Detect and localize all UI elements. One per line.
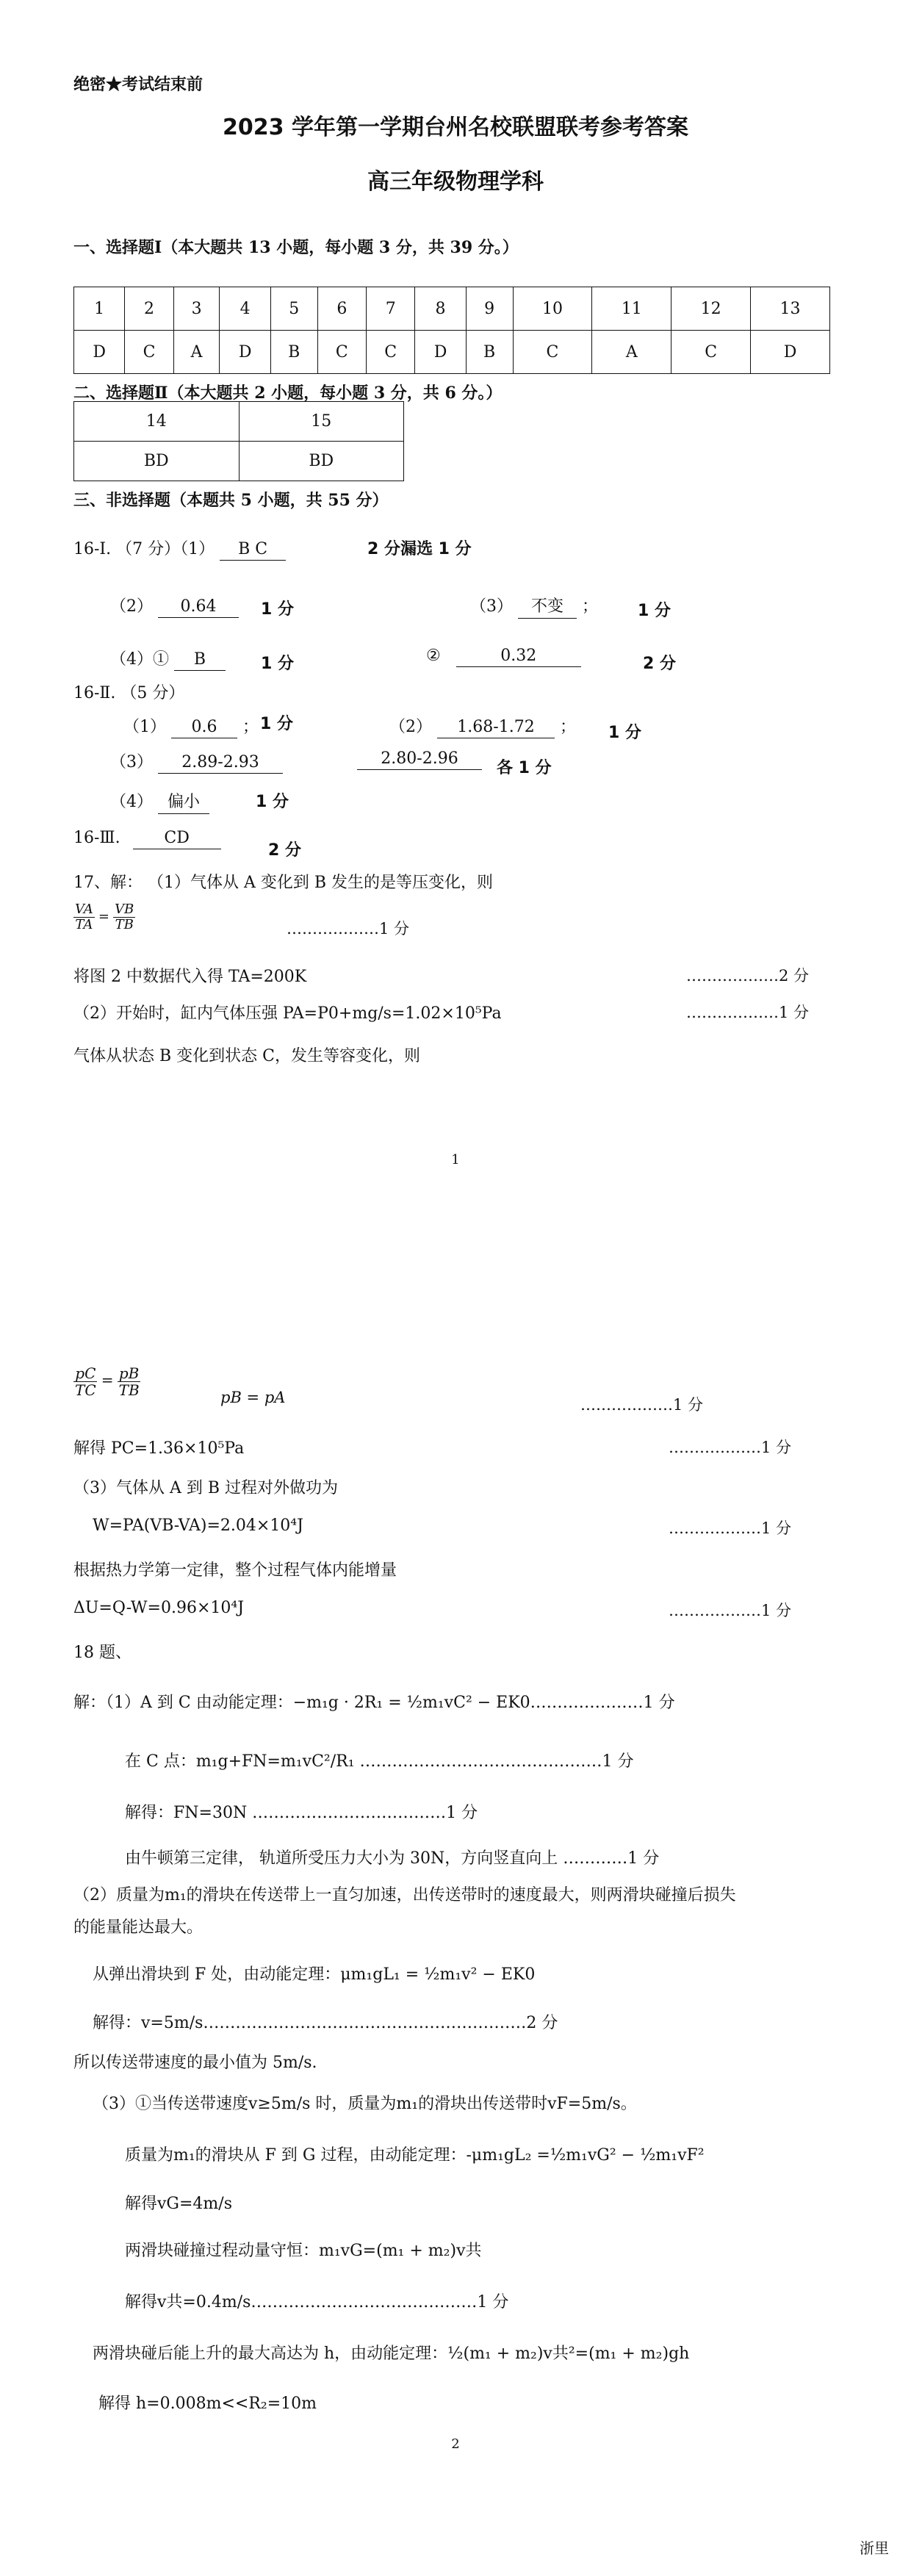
q17-relation: pB = pA bbox=[220, 1389, 286, 1406]
q16-2-label-3: （3） bbox=[110, 753, 153, 771]
q16-2-score-2: 1 分 bbox=[608, 724, 641, 742]
q17-line-1: 17、解： （1）气体从 A 变化到 B 发生的是等压变化，则 bbox=[73, 874, 494, 892]
table-cell: 9 bbox=[466, 287, 513, 331]
table-cell: 5 bbox=[270, 287, 317, 331]
q16-1-label-2: （2） bbox=[110, 597, 153, 616]
table-row-answers bbox=[74, 331, 830, 374]
q18-line-10: （3）①当传送带速度v≥5m/s 时，质量为m₁的滑块出传送带时vF=5m/s。 bbox=[93, 2095, 637, 2113]
table-cell: D bbox=[74, 331, 125, 374]
q16-2-line-4 bbox=[110, 789, 209, 814]
q16-3-line bbox=[73, 829, 221, 849]
fraction-denominator: TB bbox=[115, 916, 134, 932]
equals-sign: = bbox=[101, 1371, 114, 1389]
table-cell: C bbox=[671, 331, 751, 374]
section2-heading: 二、选择题Ⅱ（本大题共 2 小题，每小题 3 分，共 6 分。） bbox=[73, 384, 503, 403]
q16-1-sep-3: ； bbox=[582, 597, 599, 616]
table-cell: D bbox=[751, 331, 830, 374]
q18-line-11: 质量为m₁的滑块从 F 到 G 过程，由动能定理：-μm₁gL₂ =½m₁vG² − ½m₁vF² bbox=[125, 2146, 705, 2165]
q18-line-9: 所以传送带速度的最小值为 5m/s. bbox=[73, 2054, 317, 2072]
q17-line-4: 气体从状态 B 变化到状态 C，发生等容变化，则 bbox=[73, 1047, 420, 1065]
table-cell: C bbox=[125, 331, 173, 374]
q17-line-8: 根据热力学第一定律，整个过程气体内能增量 bbox=[73, 1561, 397, 1580]
q16-1-score-1: 2 分漏选 1 分 bbox=[367, 540, 472, 558]
q16-1-score-4b: 2 分 bbox=[643, 655, 676, 673]
section2-answer-table bbox=[73, 401, 404, 481]
table-cell: 11 bbox=[592, 287, 671, 331]
page-number-1: 1 bbox=[451, 1152, 460, 1168]
q16-2-score-3: 各 1 分 bbox=[497, 759, 552, 777]
q17-score-5: ………………1 分 bbox=[669, 1439, 792, 1456]
q16-3-label: 16-Ⅲ. bbox=[73, 829, 120, 847]
q16-1-answer-4b: 0.32 bbox=[456, 647, 581, 667]
q16-2-score-4: 1 分 bbox=[256, 793, 289, 811]
q18-line-14: 解得v共=0.4m/s……………………………………1 分 bbox=[125, 2293, 509, 2311]
table-cell: 10 bbox=[513, 287, 592, 331]
q17-formula-1 bbox=[73, 902, 135, 932]
table-cell: BD bbox=[239, 442, 404, 481]
q16-2-label-2: （2） bbox=[389, 718, 432, 736]
q16-2-label-1: （1） bbox=[123, 718, 166, 736]
q17-formula-2 bbox=[73, 1365, 141, 1398]
q16-1-line-4 bbox=[110, 647, 226, 671]
table-cell: BD bbox=[74, 442, 240, 481]
q17-line-7: W=PA(VB-VA)=2.04×10⁴J bbox=[93, 1517, 303, 1535]
table-cell: 8 bbox=[415, 287, 466, 331]
q16-2-label-4: （4） bbox=[110, 793, 153, 811]
q16-3-score: 2 分 bbox=[268, 841, 301, 860]
q16-1-answer-4: B bbox=[174, 650, 226, 671]
q18-line-1: 解：（1）A 到 C 由动能定理：−m₁g · 2R₁ = ½m₁vC² − EK0…………………1 分 bbox=[73, 1694, 675, 1712]
section3-heading: 三、非选择题（本题共 5 小题，共 55 分） bbox=[73, 491, 389, 510]
q16-2-answer-3b: 2.80-2.96 bbox=[357, 749, 482, 770]
q16-1-label-4b: ② bbox=[426, 647, 441, 665]
table-cell: 14 bbox=[74, 402, 240, 442]
fraction bbox=[73, 1365, 98, 1398]
q18-title: 18 题、 bbox=[73, 1644, 132, 1662]
table-cell: D bbox=[220, 331, 270, 374]
q16-1-label-3: （3） bbox=[470, 597, 513, 616]
table-cell: 2 bbox=[125, 287, 173, 331]
fraction-numerator: pB bbox=[118, 1364, 140, 1382]
q18-line-8: 解得：v=5m/s……………………………………………………2 分 bbox=[93, 2014, 558, 2032]
table-cell: A bbox=[592, 331, 671, 374]
table-cell: A bbox=[173, 331, 220, 374]
fraction bbox=[73, 902, 95, 932]
fraction-numerator: VB bbox=[115, 902, 134, 917]
table-cell: 13 bbox=[751, 287, 830, 331]
section1-heading: 一、选择题Ⅰ（本大题共 13 小题，每小题 3 分，共 39 分。） bbox=[73, 238, 519, 257]
table-cell: 4 bbox=[220, 287, 270, 331]
q16-2-label: 16-Ⅱ. （5 分） bbox=[73, 684, 185, 702]
table-row-numbers bbox=[74, 287, 830, 331]
table-cell: 12 bbox=[671, 287, 751, 331]
q16-2-sep-1: ； bbox=[242, 718, 259, 736]
page-title: 2023 学年第一学期台州名校联盟联考参考答案 bbox=[223, 115, 688, 140]
q16-1-line-4b bbox=[426, 647, 581, 667]
q18-line-3: 解得：FN=30N ………………………………1 分 bbox=[125, 1804, 478, 1822]
q16-2-sep-2: ； bbox=[560, 718, 577, 736]
table-cell: 15 bbox=[239, 402, 404, 442]
q16-2-answer-2: 1.68-1.72 bbox=[437, 718, 555, 738]
fraction-denominator: TB bbox=[118, 1381, 140, 1399]
table-cell: C bbox=[367, 331, 415, 374]
table-cell: 6 bbox=[317, 287, 366, 331]
q18-line-13: 两滑块碰撞过程动量守恒：m₁vG=(m₁ + m₂)v共 bbox=[125, 2242, 482, 2260]
table-cell: 3 bbox=[173, 287, 220, 331]
table-cell: 1 bbox=[74, 287, 125, 331]
q18-line-2: 在 C 点：m₁g+FN=m₁vC²/R₁ ………………………………………1 分 bbox=[125, 1752, 634, 1771]
fraction-numerator: pC bbox=[75, 1364, 96, 1382]
q16-1-score-4: 1 分 bbox=[261, 655, 294, 673]
q17-score-3: ………………1 分 bbox=[686, 1004, 810, 1021]
page-subtitle: 高三年级物理学科 bbox=[367, 169, 544, 195]
q16-1-line-3 bbox=[470, 594, 598, 619]
q16-2-line-2 bbox=[389, 714, 576, 738]
q16-3-answer-1: CD bbox=[133, 829, 221, 849]
fraction-denominator: TC bbox=[75, 1381, 96, 1399]
q17-line-3: （2）开始时，缸内气体压强 PA=P0+mg/s=1.02×10⁵Pa bbox=[73, 1004, 502, 1023]
q17-line-5: 解得 PC=1.36×10⁵Pa bbox=[73, 1439, 245, 1458]
q16-2-line-3b bbox=[357, 749, 482, 770]
q16-1-answer-2: 0.64 bbox=[158, 597, 239, 618]
q16-2-answer-4: 偏小 bbox=[158, 789, 209, 814]
fraction bbox=[113, 902, 135, 932]
q18-line-7: 从弹出滑块到 F 处，由动能定理：μm₁gL₁ = ½m₁v² − EK0 bbox=[93, 1965, 536, 1984]
q16-1-label: 16-Ⅰ. （7 分）（1） bbox=[73, 540, 215, 558]
q16-1-score-2: 1 分 bbox=[261, 600, 294, 619]
fraction bbox=[118, 1365, 141, 1398]
q18-line-12: 解得vG=4m/s bbox=[125, 2195, 232, 2213]
q17-score-9: ………………1 分 bbox=[669, 1602, 792, 1619]
q17-line-2: 将图 2 中数据代入得 TA=200K bbox=[73, 968, 307, 986]
q16-2-line-3 bbox=[110, 749, 283, 774]
table-cell: B bbox=[270, 331, 317, 374]
q16-2-score-1: 1 分 bbox=[260, 715, 293, 733]
q16-1-line-2 bbox=[110, 594, 239, 618]
table-cell: C bbox=[317, 331, 366, 374]
q18-line-16: 解得 h=0.008m<<R₂=10m bbox=[98, 2395, 317, 2413]
q16-1-score-3: 1 分 bbox=[638, 602, 671, 620]
equals-sign: = bbox=[98, 908, 109, 924]
table-cell: D bbox=[415, 331, 466, 374]
table-row-numbers bbox=[74, 402, 404, 442]
footer-watermark: 浙里 bbox=[860, 2539, 889, 2557]
q18-line-4: 由牛顿第三定律， 轨道所受压力大小为 30N，方向竖直向上 …………1 分 bbox=[125, 1849, 660, 1868]
q16-1-answer-3: 不变 bbox=[518, 594, 577, 619]
q16-1-label-4: （4）① bbox=[110, 650, 169, 669]
q18-line-5: （2）质量为m₁的滑块在传送带上一直匀加速，出传送带时的速度最大，则两滑块碰撞后损失 bbox=[73, 1886, 736, 1904]
secret-tag: 绝密★考试结束前 bbox=[73, 75, 204, 94]
q17-score-1: ………………1 分 bbox=[287, 920, 410, 938]
table-row-answers bbox=[74, 442, 404, 481]
fraction-denominator: TA bbox=[75, 916, 93, 932]
table-cell: C bbox=[513, 331, 592, 374]
q17-score-2: ………………2 分 bbox=[686, 967, 810, 985]
q16-1-line bbox=[73, 536, 286, 561]
table-cell: 7 bbox=[367, 287, 415, 331]
q16-2-line-1 bbox=[123, 714, 259, 738]
page-number-2: 2 bbox=[451, 2436, 460, 2452]
q17-score-7: ………………1 分 bbox=[669, 1519, 792, 1537]
q17-score-4: ………………1 分 bbox=[580, 1396, 704, 1414]
section1-answer-table bbox=[73, 287, 830, 374]
table-cell: B bbox=[466, 331, 513, 374]
q16-1-answer-1: B C bbox=[220, 540, 286, 561]
q17-line-9: ΔU=Q-W=0.96×10⁴J bbox=[73, 1599, 245, 1617]
q18-line-15: 两滑块碰后能上升的最大高达为 h，由动能定理：½(m₁ + m₂)v共²=(m₁ + m₂)gh bbox=[93, 2345, 690, 2363]
q18-line-6: 的能量能达最大。 bbox=[73, 1918, 204, 1937]
q16-2-answer-1: 0.6 bbox=[171, 718, 237, 738]
q16-2-answer-3: 2.89-2.93 bbox=[158, 753, 283, 774]
fraction-numerator: VA bbox=[75, 902, 93, 917]
q17-line-6: （3）气体从 A 到 B 过程对外做功为 bbox=[73, 1479, 339, 1497]
